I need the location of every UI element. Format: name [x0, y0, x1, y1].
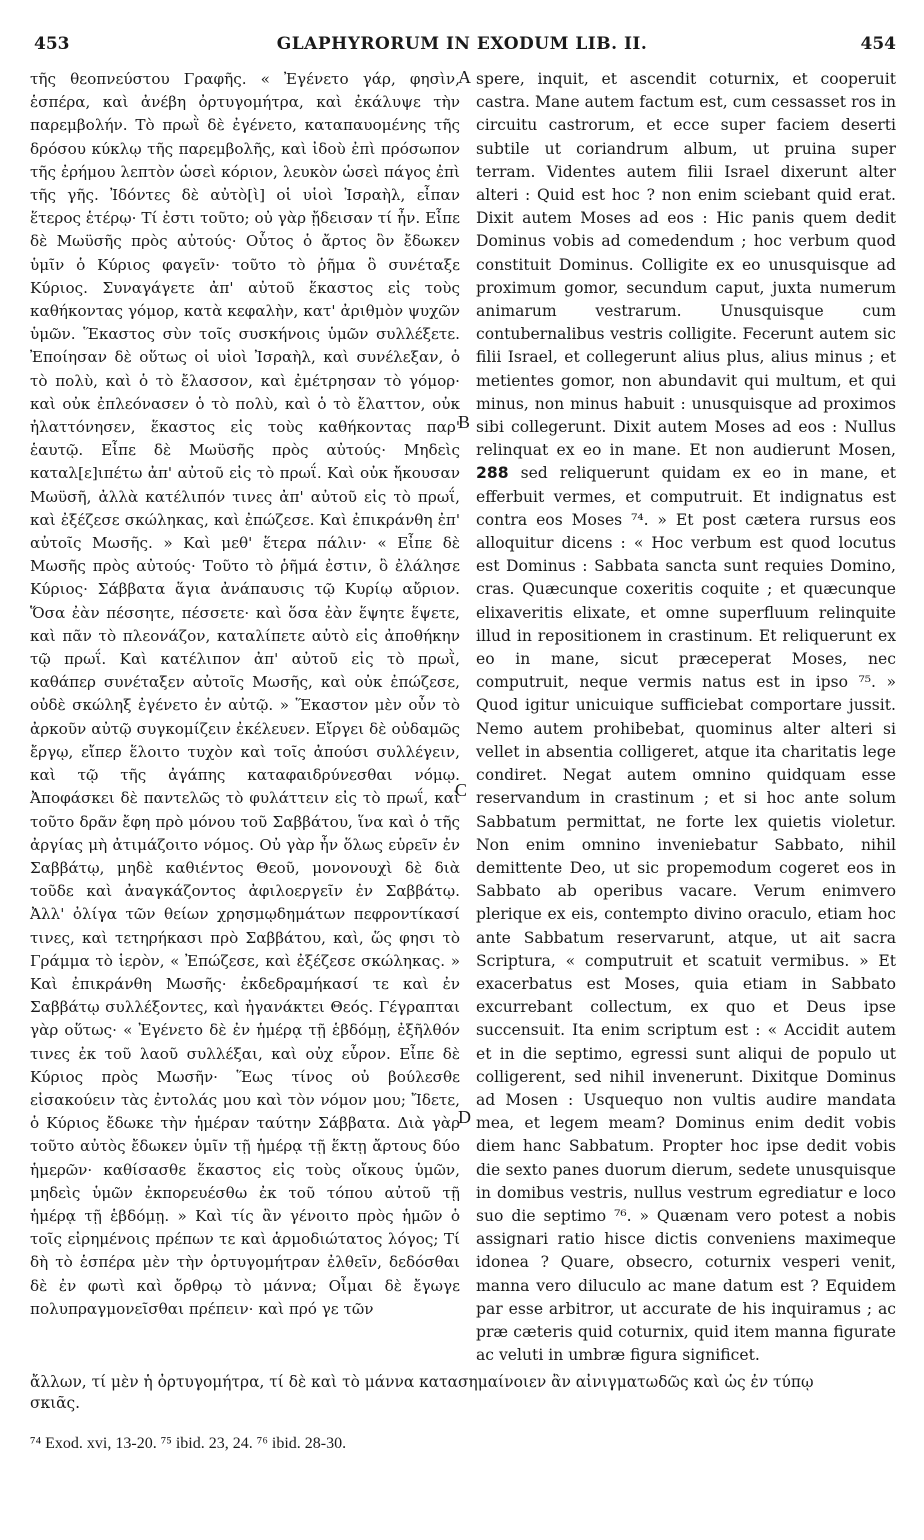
greek-text: τῆς θεοπνεύστου Γραφῆς. « Ἐγένετο γάρ, φησὶν, ἑσπέρα, καὶ ἀνέβη ὀρτυγομήτρα, καὶ ἐκάλυψε τὴν παρεμβολήν. Τὸ πρωῒ δὲ ἐγένετο, καταπαυομένης τῆς δρόσου κύκλῳ τῆς παρεμβολῆς, καὶ ἰδοὺ ἐπὶ πρόσωπον τῆς ἐρήμου λεπτὸν ὡσεὶ κόριον, λευκὸν ὡσεὶ πάγος ἐπὶ τῆς γῆς. Ἰδόντες δὲ αὐτὸ[ὶ] οἱ υἱοὶ Ἰσραὴλ, εἶπαν ἕτερος ἑτέρῳ· Τί ἐστι τοῦτο; οὐ γὰρ ᾔδεισαν τί ἦν. Εἶπε δὲ Μωϋσῆς πρὸς αὐτούς· Οὗτος ὁ ἄρτος ὃν ἔδωκεν ὑμῖν ὁ Κύριος φαγεῖν· τοῦτο τὸ ῥῆμα ὃ συνέταξε Κύριος. Συναγάγετε ἀπ' αὐτοῦ ἕκαστος εἰς τοὺς καθήκοντας γόμορ, κατὰ κεφαλὴν, κατ' ἀριθμὸν ψυχῶν ὑμῶν. Ἕκαστος σὺν τοῖς συσκήνοις ὑμῶν συλλέξετε. Ἐποίησαν δὲ οὕτως οἱ υἱοὶ Ἰσραὴλ, καὶ συνέλεξαν, ὁ τὸ πολὺ, καὶ ὁ τὸ ἔλασσον, καὶ ἐμέτρησαν τὸ γόμορ· καὶ οὐκ ἐπλεόνασεν ὁ τὸ πολὺ, καὶ ὁ τὸ ἔλαττον, οὐκ ἠλαττόνησεν, ἕκαστος εἰς τοὺς καθήκοντας παρ' ἑαυτῷ. Εἶπε δὲ Μωϋσῆς πρὸς αὐτούς· Μηδεὶς καταλ[ε]ιπέτω ἀπ' αὐτοῦ εἰς τὸ πρωΐ. Καὶ οὐκ ἤκουσαν Μωϋσῆ, ἀλλὰ κατέλιπόν τινες ἀπ' αὐτοῦ εἰς τὸ πρωΐ, καὶ ἐξέζεσε σκώληκας, καὶ ἐπώζεσε. Καὶ ἐπικράνθη ἐπ' αὐτοῖς Μωσῆς. » Καὶ μεθ' ἕτερα πάλιν· « Εἶπε δὲ Μωσῆς πρὸς αὐτούς· Τοῦτο τὸ ῥῆμά ἐστιν, ὃ ἐλάλησε Κύριος· Σάββατα ἅγια ἀνάπαυσις τῷ Κυρίῳ αὔριον. Ὅσα ἐὰν πέσσητε, πέσσετε· καὶ ὅσα ἐὰν ἕψητε ἕψετε, καὶ πᾶν τὸ πλεονάζον, καταλίπετε αὐτὸ εἰς ἀποθήκην τῷ πρωΐ. Καὶ κατέλιπον ἀπ' αὐτοῦ εἰς τὸ πρωῒ, καθάπερ συνέταξεν αὐτοῖς Μωσῆς, καὶ οὐκ ἐπώζεσε, οὐδὲ σκώληξ ἐγένετο ἐν αὐτῷ. » Ἕκαστον μὲν οὖν τὸ ἀρκοῦν αὐτῷ συγκομίζειν ἐκέλευεν. Εἴργει δὲ οὐδαμῶς ἔργῳ, εἴπερ ἕλοιτο τυχὸν καὶ τοῖς ἀπούσι συλλέγειν, καὶ τῷ τῆς ἀγάπης καταφαιδρύνεσθαι νόμῳ. Ἀποφάσκει δὲ παντελῶς τὸ φυλάττειν εἰς τὸ πρωΐ, καὶ τοῦτο δρᾶν ἔφη πρὸ μόνου τοῦ Σαββάτου, ἵνα καὶ ὁ τῆς ἀργίας μὴ ἀτιμάζοιτο νόμος. Οὐ γὰρ ἦν ὅλως εὑρεῖν ἐν Σαββάτῳ, μηδὲ καθιέντος Θεοῦ, μονονουχὶ δὲ διὰ τοῦδε καὶ ἀναγκάζοντος ἀφιλοεργεῖν ἐν Σαββάτῳ. Ἀλλ' ὀλίγα τῶν θείων χρησμῳδημάτων πεφροντίκασί τινες, καὶ τετηρήκασι πρὸ Σαββάτου, καὶ, ὥς φησι τὸ Γράμμα τὸ ἱερὸν, « Ἐπώζεσε, καὶ ἐξέζεσε σκώληκας. » Καὶ ἐπικράνθη Μωσῆς· ἐκδεδραμήκασί τε καὶ ἐν Σαββάτῳ συλλέξοντες, καὶ ἠγανάκτει Θεός. Γέγραπται γὰρ οὕτως· « Ἐγένετο δὲ ἐν ἡμέρᾳ τῇ ἑβδόμῃ, ἐξῆλθόν τινες ἐκ τοῦ λαοῦ συλλέξαι, καὶ οὐχ εὗρον. Εἶπε δὲ Κύριος πρὸς Μωσῆν· Ἕως τίνος οὐ βούλεσθε εἰσακούειν τὰς ἐντολάς μου καὶ τὸν νόμον μου; Ἴδετε, ὁ Κύριος ἔδωκε τὴν ἡμέραν ταύτην Σάββατα. Διὰ γὰρ τοῦτο αὐτὸς ἔδωκεν ὑμῖν τῇ ἡμέρᾳ τῇ ἕκτῃ ἄρτους δύο ἡμερῶν· καθίσασθε ἕκαστος εἰς τοὺς οἴκους ὑμῶν, μηδεὶς ὑμῶν ἐκπορευέσθω ἐκ τοῦ τόπου αὐτοῦ τῇ ἡμέρᾳ τῇ ἑβδόμῃ. » Καὶ τίς ἂν γένοιτο πρὸς ἡμῶν ὁ τοῖς εἰρημένοις πρέπων τε καὶ ἁρμοδιώτατος λόγος; Τί δὴ τὸ ἑσπέρα μὲν τὴν ὀρτυγομήτραν ἐλθεῖν, δεδόσθαι δὲ ἐν φωτὶ καὶ ὄρθρῳ τὸ μάννα; Οἶμαι δὲ ἔγωγε πολυπραγμονεῖσθαι πρέπειν· καὶ πρό γε τῶν: [30, 70, 460, 1318]
greek-continuation-end: σκιᾶς.: [30, 1394, 81, 1412]
greek-continuation-text: ἄλλων, τί μὲν ἡ ὀρτυγομήτρα, τί δὲ καὶ τὸ μάννα κατασημαίνοιεν ἂν αἰνιγματωδῶς καὶ ὡς ἐν τύπῳ: [30, 1373, 814, 1391]
section-marker-a: A: [458, 67, 471, 87]
column-number: 288: [476, 464, 509, 483]
section-marker-c: C: [455, 780, 468, 800]
latin-text: [476, 68, 896, 1367]
page-number-left: 453: [34, 34, 70, 54]
latin-text-part1: spere, inquit, et ascendit coturnix, et cooperuit castra. Mane autem factum est, cum cessasset ros in circuitu castrorum, et ecce super faciem deserti subtile ut coriandrum album, ut pruina super terram. Videntes autem filii Israel dixerunt alter alteri : Quid est hoc ? non enim sciebant quid erat. Dixit autem Moses ad eos : Hic panis quem dedit Dominus vobis ad comedendum ; hoc verbum quod constituit Dominus. Colligite ex eo unusquisque ad proximum gomor, secundum caput, juxta numerum animarum vestrarum. Unusquisque cum contubernalibus vestris colligite. Fecerunt autem sic filii Israel, et collegerunt alius plus, alius minus ; et metientes gomor, non abundavit qui multum, et qui minus, non minus habuit : unusquisque ad proximos sibi collegerunt. Dixit autem Moses ad eos : Nullus relinquat ex eo in mane. Et non audierunt Mosen,: [476, 70, 896, 460]
greek-continuation-line: [30, 1371, 896, 1394]
greek-column: [30, 68, 460, 1321]
page-number-right: 454: [860, 34, 896, 54]
running-title: GLAPHYRORUM IN EXODUM LIB. II.: [276, 34, 648, 54]
running-header: [0, 34, 924, 60]
footnotes: ⁷⁴ Exod. xvi, 13-20. ⁷⁵ ibid. 23, 24. ⁷⁶ ibid. 28-30.: [30, 1435, 347, 1452]
latin-text-part2: sed reliquerunt quidam ex eo in mane, et efferbuit vermes, et computruit. Et indignatus est contra eos Moses ⁷⁴. » Et post cætera rursus eos alloquitur dicens : « Hoc verbum est quod locutus est Dominus : Sabbata sancta sunt requies Domino, cras. Quæcunque coxeritis coquite ; et quæcunque elixaveritis elixate, et omne superfluum relinquite illud in repositionem in crastinum. Et reliquerunt ex eo in mane, sicut præceperat Moses, nec computruit, neque vermis natus est in ipso ⁷⁵. » Quod igitur unicuique sufficiebat comportare jussit. Nemo autem prohibebat, quominus alter alteri si vellet in absentia colligeret, atque ita charitatis lege condiret. Negat autem omnino quidquam esse reservandum in crastinum ; et si hoc ante solum Sabbatum permittat, ne forte lex quietis violetur. Non enim omnino inveniebatur Sabbato, nihil demittente Deo, ut sic propemodum cogeret eos in Sabbato ab operibus vacare. Verum enimvero plerique ex eis, contempto divino oraculo, etiam hoc ante Sabbatum reservarunt, atque, ut ait sacra Scriptura, « computruit et scatuit vermibus. » Et exacerbatus est Moses, quia etiam in Sabbato excurrebant collectum, ex quo et Deus ipse succensuit. Ita enim scriptum est : « Accidit autem et in die septimo, egressi sunt aliqui de populo ut colligerent, sed nihil invenerunt. Dixitque Dominus ad Mosen : Usquequo non vultis audire mandata mea, et legem meam? Dominus enim dedit vobis diem hanc Sabbatum. Propter hoc ipse dedit vobis die sexto panes duorum dierum, sedete unusquisque in domibus vestris, nullus vestrum egrediatur e loco suo die septimo ⁷⁶. » Quænam vero potest a nobis assignari ratio hisce dictis conveniens maximeque idonea ? Quare, obsecro, coturnix vesperi venit, manna vero diluculo ac mane datum est ? Equidem par esse arbitror, ut accurate de his inquiramus ; ac præ cæteris quid coturnix, quid item manna figurate ac veluti in umbræ figura significet.: [476, 464, 896, 1365]
section-marker-d: D: [458, 1107, 471, 1127]
section-marker-b: B: [458, 412, 471, 432]
latin-column: [476, 68, 896, 1367]
